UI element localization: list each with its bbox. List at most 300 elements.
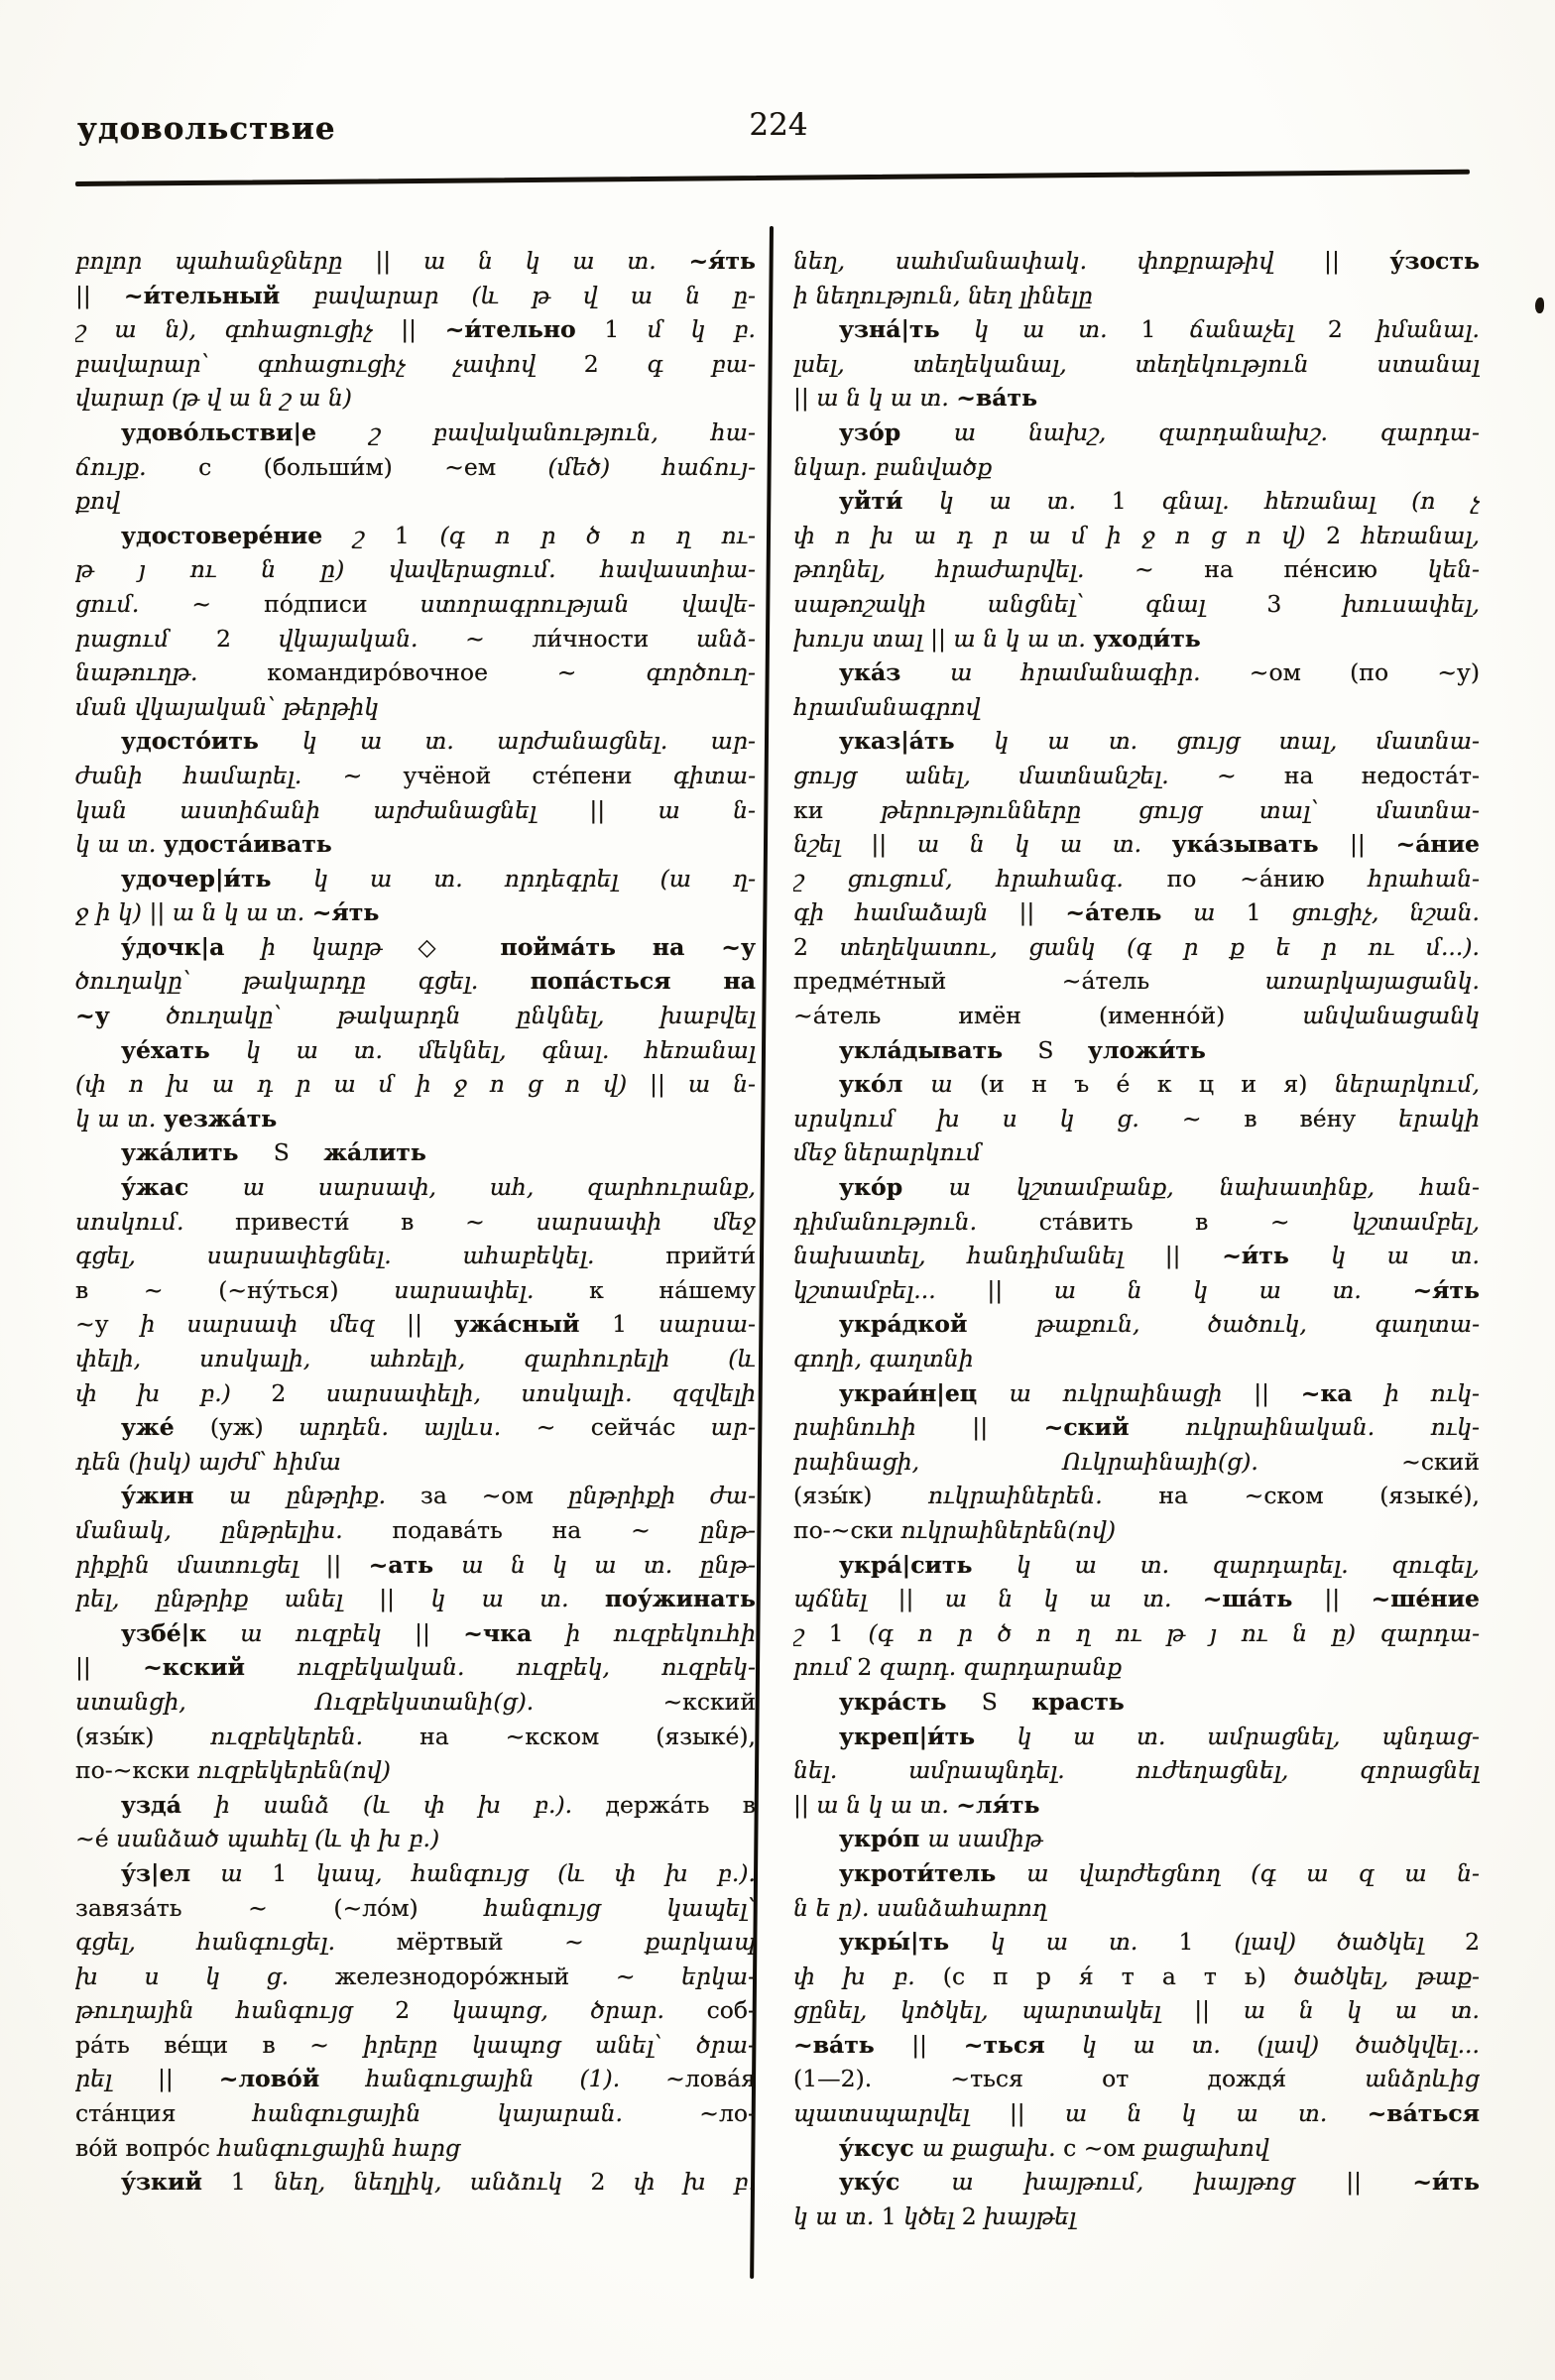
armenian-text: հրահան- [1368,864,1480,892]
russian-text: S [981,1687,1032,1716]
armenian-text: թ յ ու ն ը) վավերացում. հավաստիա- [75,555,756,584]
russian-text: 2 [1465,1928,1480,1957]
armenian-text: բոլոր պահանջները || ա ն կ ա տ. [75,247,689,275]
armenian-text: ներարկում, [1334,1070,1480,1099]
russian-text: (1—2). ~ться от дождя́ [793,2065,1366,2093]
headword-text: удостовере́ние [121,521,354,549]
headword-text: ~а́тель [1065,898,1194,927]
armenian-text: ար- [710,1413,756,1442]
text-line [75,519,756,553]
headword-text: уко́л [839,1070,931,1099]
text-line [793,862,1480,896]
armenian-text: ի ուզբեկուհի [565,1618,756,1647]
armenian-text: կապոց, ծրար. [451,1996,707,2025]
headword-text: ~ля́ть [956,1790,1040,1819]
headword-text: ужа́лить [121,1138,274,1167]
armenian-text: րացում [75,624,216,653]
armenian-text: վարար (թ վ ա ն շ ա ն) [75,384,352,413]
russian-text: 1 [881,2202,904,2230]
headword-text: ~ше́ние [1371,1585,1480,1613]
armenian-text: րում [793,1653,858,1682]
armenian-text: նեղ, նեղլիկ, անձուկ [274,2168,591,2197]
headword-text: удоста́ивать [163,830,332,859]
text-line [75,930,756,965]
russian-text: S [273,1138,324,1167]
armenian-text: պատսպարվել || ա ն կ ա տ. [793,2099,1368,2128]
russian-text: соб- [706,1996,756,2025]
armenian-text: հանգուցային կայարան. [252,2099,700,2128]
armenian-text: զարդ. զարդարանք [879,1653,1123,1682]
armenian-text: կ ա տ. [75,830,164,859]
headword-text: жа́лить [323,1138,426,1167]
text-line [793,1410,1480,1445]
armenian-text: || ա ն կ ա տ. [793,1790,957,1819]
text-line [793,381,1480,416]
headword-text: удово́льстви|е [121,417,370,446]
armenian-text: կեն- [1427,555,1480,584]
text-line [75,1273,756,1308]
russian-text: с (больши́м) ~ем [198,452,548,481]
armenian-text: ուզբեկերեն(ով) [197,1756,391,1785]
armenian-text: գողի, գաղտնի [793,1345,974,1372]
headword-text: укры́|ть [839,1928,991,1957]
text-line [75,1822,756,1856]
russian-text: по-~ски [793,1515,901,1544]
russian-text: к на́шему [589,1275,756,1304]
armenian-text: հանգուցային (1). [365,2065,666,2093]
armenian-text: բավարար՝ գոհացուցիչ չափով [75,349,584,378]
armenian-text: կապ, հանգույց (և փ խ բ.). [315,1858,756,1887]
text-line [75,895,756,930]
text-line [793,964,1480,999]
text-line [75,2028,756,2063]
armenian-text: ա [220,1858,273,1887]
armenian-text: ա [930,1070,981,1099]
armenian-text: (մեծ) հաճույ- [547,452,756,481]
russian-text: 1 [575,315,648,344]
armenian-text: թուղային հանգույց [75,1996,396,2025]
text-line [793,1376,1480,1411]
armenian-text: կ ա տ. մեկնել, գնալ. հեռանալ [246,1035,756,1064]
text-line [75,416,756,450]
armenian-text: ծուղակը՝ թակարդը գցել. [75,967,531,996]
armenian-text: հրամանագրով [793,692,981,721]
armenian-text: ուկրաինական. ուկ- [1185,1413,1480,1442]
russian-text: || [75,281,124,309]
russian-text: 1 [828,1618,869,1647]
russian-text: ста́нция [75,2099,253,2128]
armenian-text: խուսափել, [1342,589,1480,618]
armenian-text: (գ ո ր ծ ո ղ ու- [439,521,756,549]
russian-text: 2 [961,2202,985,2230]
text-line [793,1616,1480,1651]
headword-text: ~а́ние [1395,830,1480,859]
text-line [75,1307,756,1342]
armenian-text: շ [353,521,395,549]
armenian-text: կան աստիճանի արժանացնել || ա ն- [75,795,756,824]
russian-text: ~ на пе́нсию [1135,555,1428,584]
headword-text: ~у [75,1002,167,1030]
text-line [793,2131,1480,2166]
text-line [75,1170,756,1205]
text-line [793,2165,1480,2200]
armenian-text: րել, ընթրիք անել || կ ա տ. [75,1585,605,1613]
text-line [75,2131,756,2166]
armenian-text: լսել, տեղեկանալ, տեղեկություն ստանալ [793,349,1480,378]
running-head: удовольствие [77,111,336,147]
armenian-text: կ ա տ. ցույց տալ, մատնա- [994,727,1480,756]
text-line [75,793,756,828]
text-line [75,1067,756,1102]
russian-text: подава́ть на ~ [392,1515,700,1544]
armenian-text: ստանցի, Ուզբեկստանի(ց). [75,1687,663,1716]
headword-text: поу́жинать [604,1585,756,1613]
armenian-text: փելի, սոսկալի, ահռելի, զարհուրելի (և [75,1345,756,1372]
armenian-text: ա սարսափ, ահ, զարհուրանք, [242,1173,756,1202]
headword-text: ука́з [839,658,951,687]
armenian-text: կ ա տ. [938,487,1112,516]
armenian-text: կշտամբել, [1352,1207,1480,1236]
headword-text: ~я́ть [311,898,380,927]
armenian-text: նկար. բանվածք [793,452,993,481]
right-column [793,244,1480,2233]
headword-text: ~ться [963,2030,1083,2059]
headword-text: узна́|ть [839,315,975,344]
armenian-text: ն ե ր). սանձահարող [793,1893,1047,1922]
headword-text: уложи́ть [1087,1035,1206,1064]
text-line [75,964,756,999]
russian-text: 2 [857,1653,880,1682]
armenian-text: սրսկում խ ս կ ց. [793,1104,1182,1132]
armenian-text: վկայական. [278,624,466,653]
russian-text: ~ом (по ~у) [1249,658,1480,687]
armenian-text: ժանի համարել. [75,761,343,789]
armenian-text: խ ս կ ց. [75,1962,335,1990]
russian-text: на ~ском (языке́), [1158,1482,1480,1510]
armenian-text: կծել [903,2202,962,2230]
armenian-text: առարկայացանկ. [1264,967,1480,996]
russian-text: 2 [271,1378,326,1407]
russian-text: 1 [1178,1928,1235,1957]
text-line [75,1925,756,1960]
headword-text: укро́п [839,1825,928,1853]
text-line [75,312,756,347]
armenian-text: ցույց անել, մատնանշել. [793,761,1217,789]
armenian-text: ա հրամանագիր. [950,658,1250,687]
headword-text: уходи́ть [1093,624,1201,653]
headword-text: ~и́тельно [444,315,576,344]
armenian-text: ա ուկրաինացի || [1009,1378,1301,1407]
russian-text: 1 [272,1858,316,1887]
headword-text: пойма́ть на ~у [500,932,756,961]
armenian-text: քարկապ [645,1928,756,1957]
armenian-text: կ ա տ. [1331,1242,1480,1270]
text-line [793,519,1480,553]
russian-text: привести́ в ~ [235,1207,537,1236]
text-line [75,1685,756,1720]
armenian-text: կ ա տ. [75,1104,164,1132]
text-line [75,1891,756,1926]
text-line [75,1720,756,1754]
header-rule [75,170,1470,186]
headword-text: ~ва́ться [1367,2099,1480,2128]
headword-text: у́зость [1389,247,1480,275]
armenian-text: թողնել, հրաժարվել. [793,555,1135,584]
russian-text: 1 [230,2168,275,2197]
text-line [793,1650,1480,1685]
armenian-text: շ [793,1618,829,1647]
text-line [75,1548,756,1583]
armenian-text: թերությունները ցույց տալ՝ մատնա- [881,795,1480,824]
armenian-text: նել. ամրապնդել. ուժեղացնել, զորացնել [793,1756,1480,1785]
headword-text: у́жас [121,1173,243,1202]
russian-text: ◇ [418,932,501,961]
text-line [75,724,756,759]
text-line [793,1067,1480,1102]
russian-text: прийти́ [665,1242,756,1270]
text-line [75,827,756,862]
armenian-text: ա կշտամբանք, նախատինք, հան- [948,1173,1480,1202]
russian-text: (и н ъ е́ к ц и я) [980,1070,1335,1099]
text-line [793,279,1480,313]
armenian-text: ուկրաիներեն. [928,1482,1159,1510]
russian-text: 1 [1111,487,1162,516]
headword-text: ~чка [463,1618,566,1647]
text-line [793,484,1480,519]
russian-text: ~ на недоста́т- [1216,761,1480,789]
armenian-text: սարսափելի, սոսկալի. զզվելի [325,1378,756,1407]
russian-text: || [1324,1585,1372,1613]
headword-text: узда́ [121,1790,216,1819]
russian-text: 2 [215,624,279,653]
text-line [793,1822,1480,1856]
armenian-text: ա խայթում, խայթոց || [951,2168,1413,2197]
russian-text: мёртвый ~ [396,1928,646,1957]
armenian-text: փ խ բ. [793,1962,943,1990]
armenian-text: փ խ բ.) [75,1378,272,1407]
armenian-text: րիքին մատուցել || [75,1550,369,1579]
ink-speck [1535,298,1544,313]
armenian-text: ճանաչել [1189,315,1328,344]
headword-text: ~и́ть [1222,1242,1332,1270]
text-line [75,552,756,587]
russian-text: ~ский [1401,1447,1480,1476]
russian-text: || [1350,830,1396,859]
text-line [793,1102,1480,1136]
headword-text: уезжа́ть [163,1104,278,1132]
text-line [75,484,756,519]
text-line [793,930,1480,965]
text-line [75,1445,756,1480]
text-line [793,1720,1480,1754]
text-line [793,1445,1480,1480]
russian-text: завяза́ть ~ (~ло́м) [75,1893,485,1922]
russian-text: 1 [612,1310,659,1339]
text-line [793,827,1480,862]
headword-text: укла́дывать [839,1035,1038,1064]
armenian-text: փ ո խ ա դ ր ա մ ի ջ ո ց ո վ) [793,521,1327,549]
russian-text: ~ в ве́ну [1181,1104,1399,1132]
text-line [793,1925,1480,1960]
armenian-text: նաթուղթ. [75,658,268,687]
text-line [75,1788,756,1823]
armenian-text: գործուղ- [646,658,756,687]
text-line [75,279,756,313]
headword-text: уко́р [839,1173,949,1202]
russian-text: ~у [75,1310,141,1339]
text-line [793,1479,1480,1513]
russian-text: 1 [1246,898,1292,927]
text-line [75,450,756,485]
headword-text: уже́ [121,1413,210,1442]
armenian-text: ա վարժեցնող (գ ա զ ա ն- [1026,1858,1480,1887]
text-line [75,347,756,382]
armenian-text: ընթ- [699,1515,756,1544]
russian-text: железнодоро́жный ~ [334,1962,682,1990]
russian-text: ~лова́я [665,2065,756,2093]
text-line [75,381,756,416]
armenian-text: սարսափի մեջ [536,1207,756,1236]
armenian-text: կ ա տ. [793,2202,882,2230]
armenian-text: իմանալ. [1376,315,1480,344]
russian-text: ~ учёной сте́пени [342,761,673,789]
text-line [793,1205,1480,1240]
text-line [793,2062,1480,2096]
text-line [75,1342,756,1376]
armenian-text: ուզբեկական. ուզբեկ, ուզբեկ- [297,1653,756,1682]
text-line [793,1582,1480,1616]
text-line [793,1548,1480,1583]
russian-text: 3 [1266,589,1343,618]
armenian-text: գցել, սարսափեցնել. ահաբեկել. [75,1242,666,1270]
text-line [75,244,756,279]
armenian-text: դեն (իսկ) այժմ՝ հիմա [75,1447,341,1476]
headword-text: узо́р [839,417,954,446]
text-line [793,1753,1480,1788]
headword-text: указ|а́ть [839,727,995,756]
armenian-text: կ ա տ. [990,1928,1179,1957]
text-line [75,1239,756,1273]
text-line [75,2062,756,2096]
headword-text: ~я́ть [1412,1275,1480,1304]
armenian-text: սարսափել. [394,1275,590,1304]
russian-text: (язы́к) [75,1722,211,1750]
text-line [793,1513,1480,1548]
armenian-text: ուզբեկերեն. [210,1722,420,1750]
headword-text: ~ский [1043,1413,1186,1442]
armenian-text: մ կ բ. [647,315,756,344]
headword-text: ~ва́ть [956,384,1038,413]
text-line [793,793,1480,828]
armenian-text: բավարար (և թ վ ա ն ը- [313,281,756,309]
russian-text: ~ по́дписи [191,589,420,618]
armenian-text: ի սարսափ մեզ || [140,1310,454,1339]
russian-text: (язы́к) [793,1482,928,1510]
armenian-text: սանձած պահել (և փ խ բ.) [116,1825,440,1853]
text-line [793,622,1480,656]
russian-text: 2 [1327,315,1376,344]
armenian-text: ի կարթ [261,932,419,961]
russian-text: 2 [590,2168,634,2197]
russian-text: 2 [793,932,840,961]
armenian-text: ճույք. [75,452,199,481]
russian-text: ~кский [662,1687,756,1716]
armenian-text: սաթոշակի անցնել՝ գնալ [793,589,1267,618]
armenian-text: հեռանալ, [1361,521,1480,549]
armenian-text: ցընել, կոծկել, պարտակել || ա ն կ ա տ. [793,1996,1480,2025]
armenian-text: կ ա տ. (լավ) ծածկվել... [1082,2030,1480,2059]
russian-text: || [911,2030,964,2059]
russian-text: командиро́вочное ~ [267,658,647,687]
headword-text: ~ва́ть [793,2030,912,2059]
russian-text: 2 [583,349,599,378]
text-line [793,655,1480,690]
armenian-text: կ ա տ. արժանացնել. ար- [301,727,756,756]
armenian-text: նախատել, հանդիմանել || [793,1242,1223,1270]
headword-text: у́з|ел [121,1858,221,1887]
armenian-text: րաինացի, Ուկրաինայի(ց). [793,1447,1402,1476]
text-line [793,347,1480,382]
headword-text: у́зкий [121,2168,231,2197]
armenian-text: հանգույց կապել՝ [484,1893,756,1922]
text-line [793,1960,1480,1994]
headword-text: укроти́тель [839,1858,1027,1887]
russian-text: ки [793,795,882,824]
armenian-text: ցուցիչ, նշան. [1291,898,1480,927]
russian-text: S [1037,1035,1088,1064]
text-line [793,1135,1480,1170]
text-line [793,1342,1480,1376]
armenian-text: քով [75,487,120,516]
russian-text: предме́тный ~а́тель [793,967,1265,996]
armenian-text: խայթել [984,2202,1077,2230]
armenian-text: գիտա- [672,761,756,789]
text-line [793,1170,1480,1205]
headword-text: у́жин [121,1482,230,1510]
armenian-text: րաինուհի || [793,1413,1044,1442]
headword-text: ~ать [368,1550,462,1579]
russian-text: (уж) [209,1413,299,1442]
text-line [75,690,756,725]
text-line [75,1616,756,1651]
text-line [793,1856,1480,1891]
armenian-text: կ ա տ. զարդարել. զուգել, [1017,1550,1480,1579]
russian-text: держа́ть в [605,1790,756,1819]
russian-text: ~е́ [75,1825,117,1853]
headword-text: укра́дкой [839,1310,1036,1339]
text-line [75,655,756,690]
text-line [75,1650,756,1685]
armenian-text: ման վկայական՝ թերթիկ [75,692,379,721]
headword-text: ука́зывать [1171,830,1350,859]
headword-text: ~лово́й [218,2065,366,2093]
armenian-text: || ա ն կ ա տ. [793,384,957,413]
text-line [75,2165,756,2200]
headword-text: ~я́ть [688,247,756,275]
headword-text: ужа́сный [453,1310,613,1339]
armenian-text: նեղ, սահմանափակ. փոքրաթիվ || [793,247,1390,275]
russian-text: 2 [395,1996,452,2025]
armenian-text: դիմանություն. [793,1207,1039,1236]
text-line [793,244,1480,279]
text-line [793,1685,1480,1720]
text-line [75,1033,756,1068]
armenian-text: անձ- [696,624,756,653]
armenian-text: ծածկել, թաք- [1293,1962,1480,1990]
russian-text: с ~ом [1063,2133,1143,2162]
text-line [793,1788,1480,1823]
text-line [793,690,1480,725]
